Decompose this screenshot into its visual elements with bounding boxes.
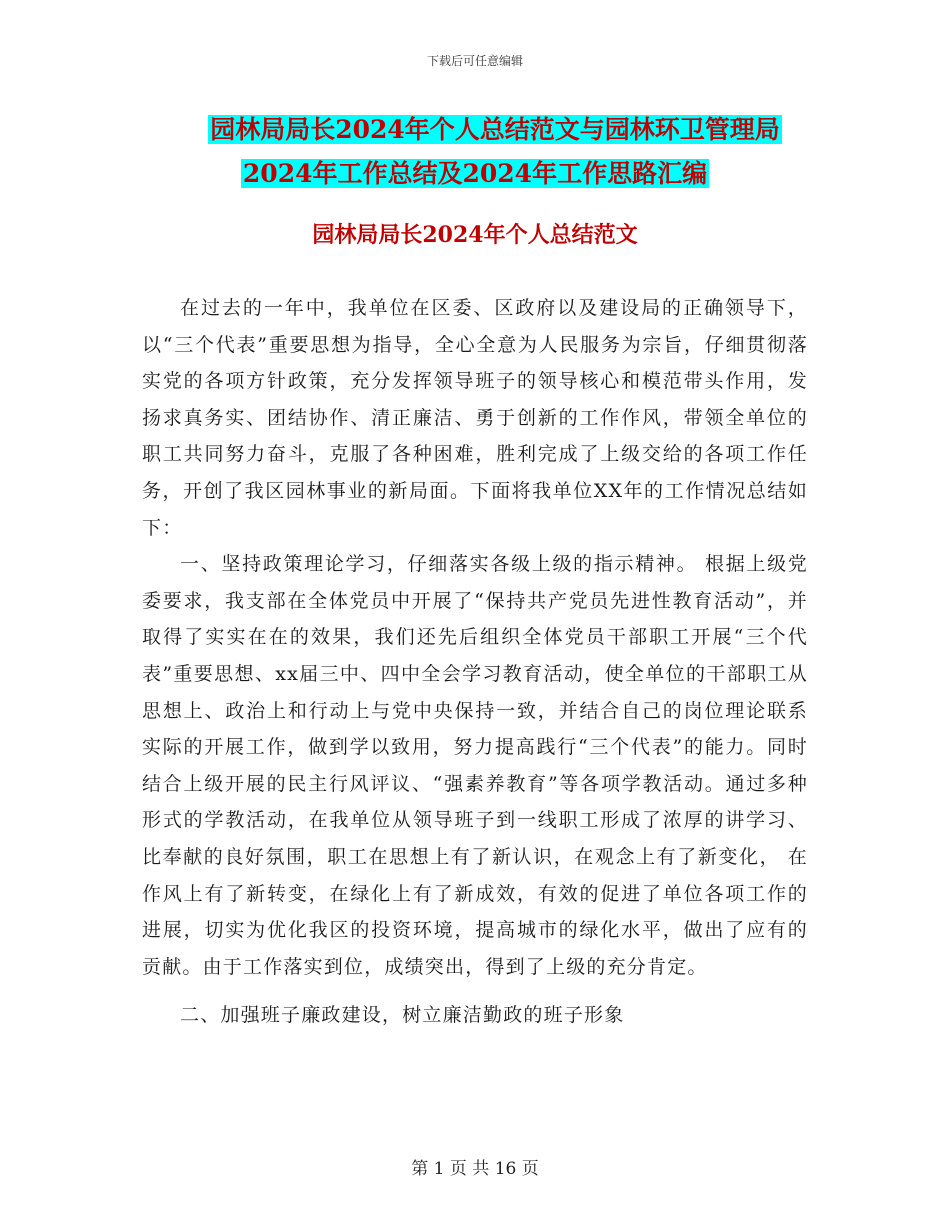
paragraph-section-1: 一、坚持政策理论学习，仔细落实各级上级的指示精神。 根据上级党委要求，我支部在全体党员中开展了“保持共产党员先进性教育活动”，并取得了实实在在的效果，我们还先后组织全体党员干部职工开展“三个代表”重要思想、xx届三中、四中全会学习教育活动，使全单位的干部职工从思想上、政治上和行动上与党中央保持一致，并结合自己的岗位理论联系实际的开展工作，做到学以致用，努力提高践行“三个代表”的能力。同时结合上级开展的民主行风评议、“强素养教育”等各项学教活动。通过多种形式的学教活动，在我单位从领导班子到一线职工形成了浓厚的讲学习、比奉献的良好氛围，职工在思想上有了新认识，在观念上有了新变化， 在作风上有了新转变，在绿化上有了新成效，有效的促进了单位各项工作的进展，切实为优化我区的投资环境，提高城市的绿化水平，做出了应有的贡献。由于工作落实到位，成绩突出，得到了上级的充分肯定。 [142, 553, 808, 978]
section-heading: 园林局局长2024年个人总结范文 [312, 222, 638, 248]
document-title-line-1 [0, 110, 950, 150]
document-body [142, 290, 808, 1034]
title-line-1-text: 园林局局长2024年个人总结范文与园林环卫管理局 [210, 115, 780, 144]
title-line-2-text: 2024年工作总结及2024年工作思路汇编 [242, 159, 708, 188]
paragraph-intro: 在过去的一年中，我单位在区委、区政府以及建设局的正确领导下，以“三个代表”重要思想为指导，全心全意为人民服务为宗旨，仔细贯彻落实党的各项方针政策，充分发挥领导班子的领导核心和模范带头作用，发扬求真务实、团结协作、清正廉洁、勇于创新的工作作风，带领全单位的职工共同努力奋斗，克服了各种困难，胜利完成了上级交给的各项工作任务，开创了我区园林事业的新局面。下面将我单位XX年的工作情况总结如下： [142, 297, 808, 539]
page-footer: 第 1 页 共 16 页 [411, 1159, 539, 1179]
document-title-line-2 [0, 154, 950, 194]
paragraph-section-2-heading: 二、加强班子廉政建设，树立廉洁勤政的班子形象 [180, 1004, 625, 1027]
header-note: 下载后可任意编辑 [426, 54, 523, 68]
